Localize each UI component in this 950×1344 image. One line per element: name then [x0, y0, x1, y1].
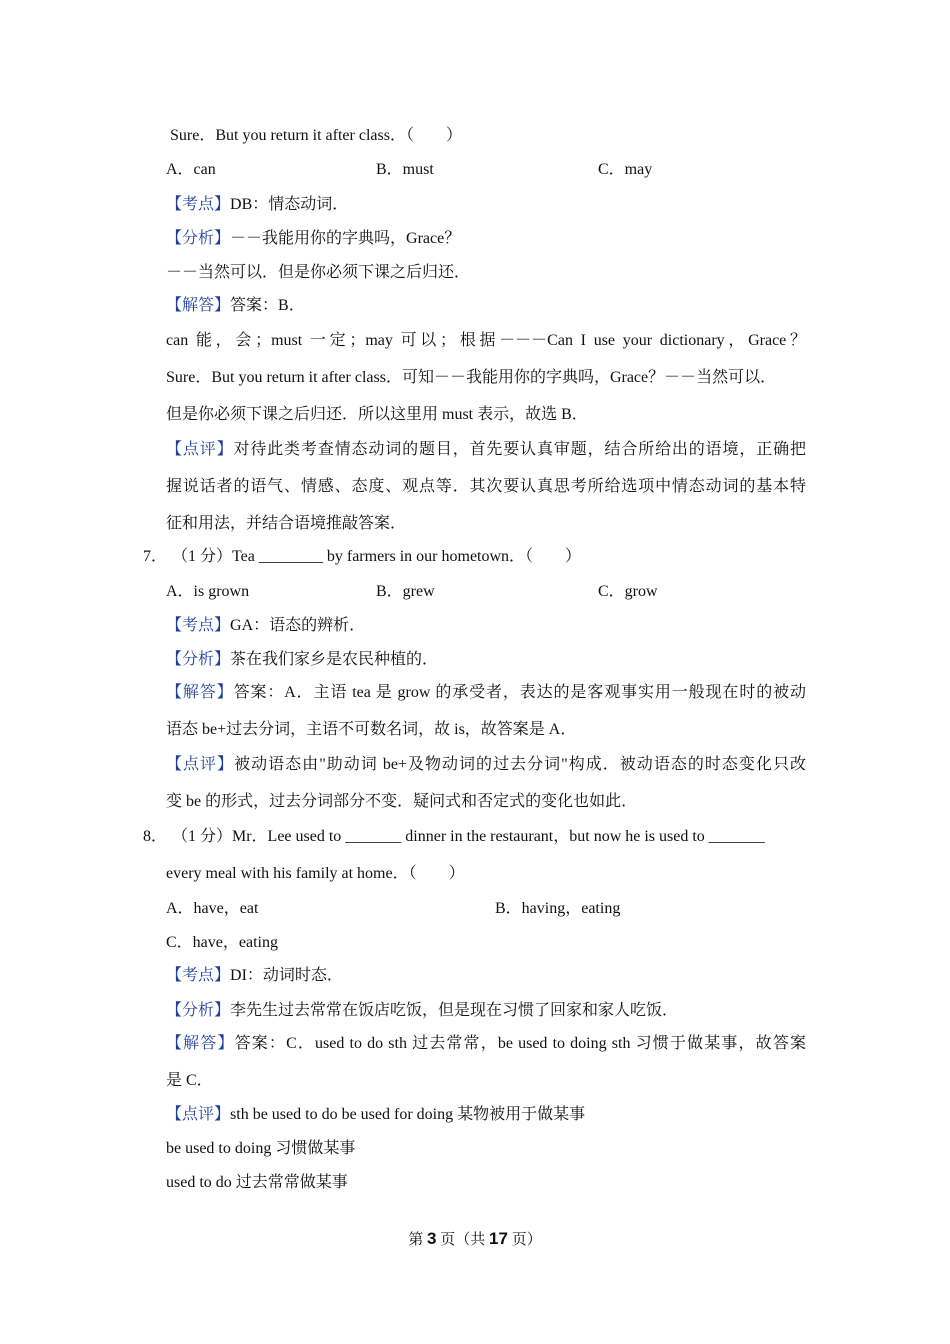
q6-dianping: 【点评】对待此类考查情态动词的题目，首先要认真审题，结合所给出的语境，正确把: [166, 441, 806, 458]
page-footer: 第 3 页（共 17 页）: [408, 1229, 542, 1248]
q6-fenxi-line2: －－当然可以．但是你必须下课之后归还．: [166, 264, 471, 281]
dianping-tag: 【点评】: [166, 441, 234, 458]
q6-option-a: A．can: [166, 161, 216, 178]
q7-dianping: 【点评】被动语态由"助动词 be+及物动词的过去分词"构成．被动语态的时态变化只改: [166, 756, 806, 773]
q6-option-b: B．must: [376, 161, 434, 178]
q7-option-c: C．grow: [598, 583, 658, 600]
q8-dianping-line2: be used to doing 习惯做某事: [166, 1140, 356, 1157]
jieda-tag: 【解答】: [166, 684, 234, 701]
q8-option-a: A．have，eat: [166, 900, 259, 917]
q6-jieda-line3: Sure．But you return it after class．可知－－我能用你的字典吗，Grace？－－当然可以．: [166, 369, 777, 386]
q8-jieda-line2: 是 C．: [166, 1072, 213, 1089]
total-pages: 17: [489, 1229, 508, 1248]
q6-jieda-line4: 但是你必须下课之后归还．所以这里用 must 表示，故选 B．: [166, 406, 588, 423]
q8-jieda: 【解答】答案：C．used to do sth 过去常常，be used to doing sth 习惯于做某事，故答案: [166, 1035, 806, 1052]
q7-option-a: A．is grown: [166, 583, 250, 600]
q8-stem: （1 分）Mr．Lee used to _______ dinner in the restaurant，but now he is used to _______: [172, 828, 765, 845]
q7-stem: （1 分）Tea ________ by farmers in our hometown．（ ）: [172, 548, 582, 565]
q6-dianping-line3: 征和用法，并结合语境推敲答案．: [166, 515, 407, 532]
q8-kaodian: 【考点】DI：动词时态．: [166, 967, 343, 984]
q8-dianping: 【点评】sth be used to do be used for doing 某物被用于做某事: [166, 1106, 586, 1123]
q6-kaodian: 【考点】DB：情态动词．: [166, 196, 349, 213]
q6-stem-continuation: Sure．But you return it after class．（ ）: [170, 127, 462, 144]
q8-stem-line2: every meal with his family at home．（ ）: [166, 865, 465, 882]
fenxi-tag: 【分析】: [166, 230, 231, 247]
q7-number: 7．: [143, 548, 168, 565]
q8-dianping-line3: used to do 过去常常做某事: [166, 1174, 348, 1191]
q8-fenxi: 【分析】李先生过去常常在饭店吃饭，但是现在习惯了回家和家人吃饭．: [166, 1002, 679, 1019]
dianping-tag: 【点评】: [166, 1106, 231, 1123]
kaodian-tag: 【考点】: [166, 617, 231, 634]
fenxi-tag: 【分析】: [166, 651, 231, 668]
q8-option-c: C．have，eating: [166, 934, 278, 951]
q6-fenxi: 【分析】－－我能用你的字典吗，Grace？: [166, 230, 461, 247]
q8-option-b: B．having，eating: [495, 900, 621, 917]
q8-number: 8．: [143, 828, 168, 845]
q7-option-b: B．grew: [376, 583, 435, 600]
q6-option-c: C．may: [598, 161, 653, 178]
dianping-tag: 【点评】: [166, 756, 235, 773]
q7-dianping-line2: 变 be 的形式，过去分词部分不变．疑问式和否定式的变化也如此．: [166, 793, 638, 810]
q6-dianping-line2: 握说话者的语气、情感、态度、观点等．其次要认真思考所给选项中情态动词的基本特: [166, 478, 806, 495]
kaodian-tag: 【考点】: [166, 967, 231, 984]
fenxi-tag: 【分析】: [166, 1002, 231, 1019]
kaodian-tag: 【考点】: [166, 196, 231, 213]
q6-jieda: 【解答】答案：B．: [166, 297, 305, 314]
q7-fenxi: 【分析】茶在我们家乡是农民种植的．: [166, 651, 439, 668]
jieda-tag: 【解答】: [166, 1035, 235, 1052]
q7-jieda-line2: 语态 be+过去分词，主语不可数名词，故 is，故答案是 A．: [166, 721, 577, 738]
q7-kaodian: 【考点】GA：语态的辨析．: [166, 617, 366, 634]
page-number: 3: [427, 1229, 437, 1248]
q6-jieda-line2: can 能，会；must 一定；may 可以；根据－－－Can I use your dictionary，Grace？: [166, 332, 806, 349]
jieda-tag: 【解答】: [166, 297, 231, 314]
q7-jieda: 【解答】答案：A．主语 tea 是 grow 的承受者，表达的是客观事实用一般现在时的被动: [166, 684, 806, 701]
